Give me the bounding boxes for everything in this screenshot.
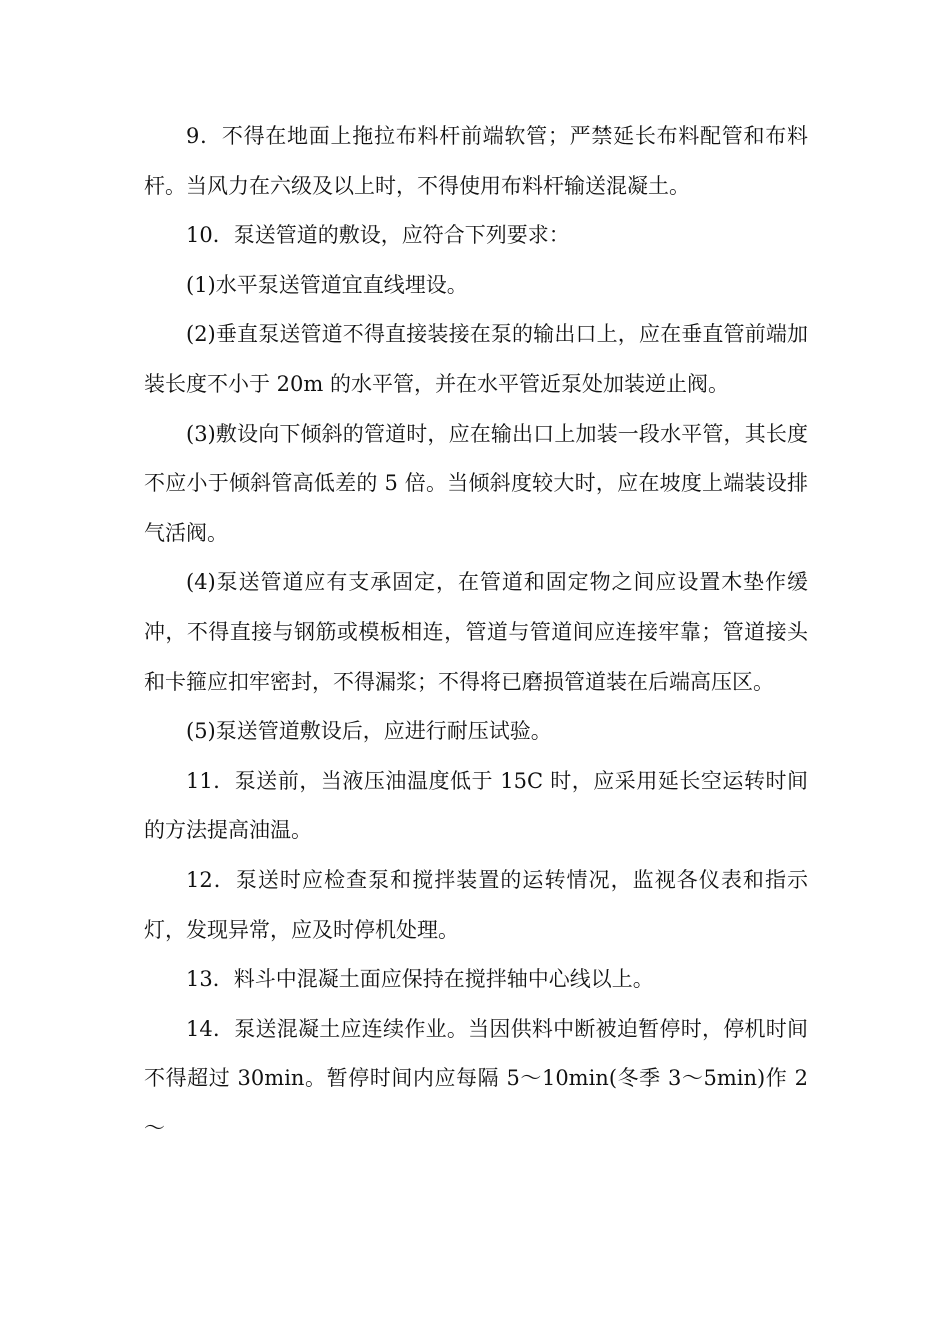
paragraph-item-13: 13．料斗中混凝土面应保持在搅拌轴中心线以上。	[186, 967, 654, 992]
paragraph-item-12: 12．泵送时应检查泵和搅拌装置的运转情况，监视各仪表和指示灯，发现异常，应及时停机处理。	[144, 867, 808, 942]
paragraph-subitem-3: (3)敷设向下倾斜的管道时，应在输出口上加装一段水平管，其长度不应小于倾斜管高低差的 5 倍。当倾斜度较大时，应在坡度上端装设排气活阀。	[144, 421, 808, 545]
paragraph-subitem-5: (5)泵送管道敷设后，应进行耐压试验。	[186, 719, 552, 744]
paragraph-subitem-1: (1)水平泵送管道宜直线埋设。	[186, 272, 468, 297]
document-page	[144, 112, 808, 1153]
paragraph-subitem-2: (2)垂直泵送管道不得直接装接在泵的输出口上，应在垂直管前端加装长度不小于 20m 的水平管，并在水平管近泵处加装逆止阀。	[144, 322, 808, 396]
paragraph-item-10: 10．泵送管道的敷设，应符合下列要求：	[186, 223, 570, 248]
paragraph-subitem-4: (4)泵送管道应有支承固定，在管道和固定物之间应设置木垫作缓冲，不得直接与钢筋或模板相连，管道与管道间应连接牢靠；管道接头和卡箍应扣牢密封，不得漏浆；不得将已磨损管道装在后端高压区。	[144, 570, 808, 694]
paragraph-item-14: 14．泵送混凝土应连续作业。当因供料中断被迫暂停时，停机时间不得超过 30min。暂停时间内应每隔 5～10min(冬季 3～5min)作 2～	[144, 1016, 808, 1140]
paragraph-item-9: 9．不得在地面上拖拉布料杆前端软管；严禁延长布料配管和布料杆。当风力在六级及以上时，不得使用布料杆输送混凝土。	[144, 124, 808, 198]
paragraph-item-11: 11．泵送前，当液压油温度低于 15C 时，应采用延长空运转时间的方法提高油温。	[144, 768, 808, 843]
